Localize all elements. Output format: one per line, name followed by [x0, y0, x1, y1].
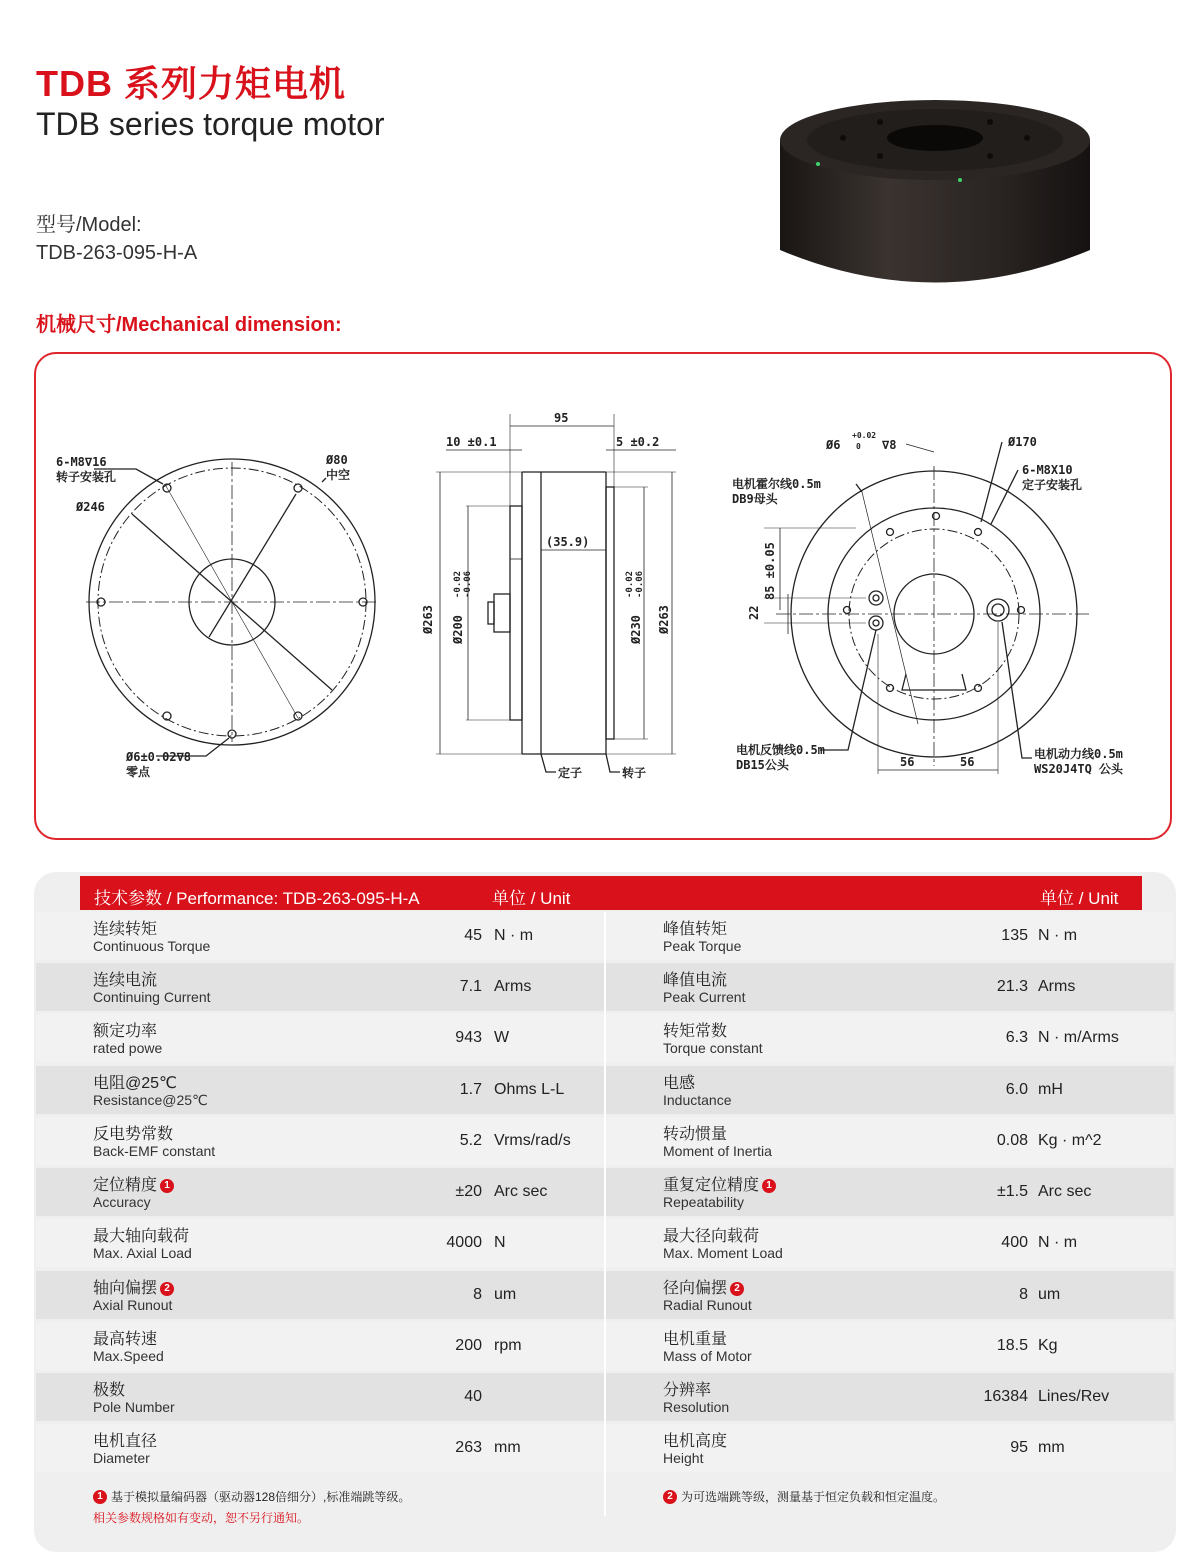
- front-zero-pin-label: Ø6±0.02∇8: [126, 750, 192, 764]
- side-d200-tol-bot: -0.06: [463, 570, 473, 598]
- footnote-badge: 2: [160, 1282, 174, 1296]
- param-name-cn: 反电势常数: [93, 1126, 174, 1143]
- param-value: 6.0: [1005, 1081, 1028, 1098]
- param-value: 16384: [983, 1388, 1028, 1405]
- side-d263-right-label: Ø263: [657, 605, 671, 634]
- front-bore-cn: 中空: [326, 468, 351, 482]
- side-d200-tol-top: -0.02: [453, 570, 463, 598]
- param-value: 4000: [446, 1234, 482, 1251]
- param-value: 943: [455, 1029, 482, 1046]
- rear-dim56-a: 56: [900, 755, 915, 769]
- performance-title: 技术参数 / Performance: TDB-263-095-H-A: [94, 889, 420, 908]
- mechanical-drawing-panel: [34, 352, 1172, 840]
- rear-power-label: 电机动力线0.5m: [1034, 747, 1123, 761]
- param-value: 7.1: [459, 978, 482, 995]
- param-name-cn: 最大径向载荷: [663, 1228, 760, 1245]
- rear-dim56-b: 56: [960, 755, 975, 769]
- param-value: 18.5: [996, 1337, 1028, 1354]
- rear-power-connector: WS20J4TQ 公头: [1034, 762, 1124, 776]
- model-value: TDB-263-095-H-A: [36, 242, 198, 264]
- param-unit: mm: [1038, 1439, 1065, 1456]
- param-name-en: Max.Speed: [93, 1348, 164, 1364]
- param-name-cn: 极数: [93, 1382, 126, 1399]
- param-name-en: Max. Moment Load: [663, 1245, 783, 1261]
- side-stator-label: 定子: [558, 766, 583, 780]
- param-value: ±20: [455, 1183, 482, 1200]
- side-d230-tol-bot: -0.06: [635, 570, 645, 598]
- rear-pin-tol-top: +0.02: [852, 431, 877, 440]
- param-unit: Ohms L-L: [494, 1081, 565, 1098]
- param-unit: Arms: [1038, 978, 1076, 995]
- param-name-en: Torque constant: [663, 1040, 763, 1056]
- mechanical-title: 机械尺寸/Mechanical dimension:: [36, 314, 342, 336]
- unit-header-left: 单位 / Unit: [492, 889, 571, 908]
- rear-pcd170-label: Ø170: [1008, 435, 1037, 449]
- param-name-cn: 连续转矩: [93, 921, 158, 938]
- front-bore-label: Ø80: [326, 453, 348, 467]
- rear-stator-holes-label: 6-M8X10: [1022, 463, 1073, 477]
- rear-pin-depth: ∇8: [882, 438, 897, 452]
- param-value: 400: [1001, 1234, 1028, 1251]
- rear-pin-label: Ø6: [826, 438, 841, 452]
- front-rotor-holes-label: 6-M8∇16: [56, 455, 107, 469]
- param-name-en: Peak Torque: [663, 938, 742, 954]
- front-zero-pin-cn: 零点: [126, 765, 151, 779]
- param-name-en: rated powe: [93, 1040, 163, 1056]
- param-name-en: Height: [663, 1450, 704, 1466]
- param-unit: N · m: [1038, 927, 1078, 944]
- param-name-cn: 电阻@25℃: [93, 1075, 178, 1092]
- footnote-1: 1 基于模拟量编码器（驱动器128倍细分）,标准端跳等级。: [93, 1488, 410, 1505]
- param-name-cn: 分辨率: [663, 1382, 712, 1399]
- param-unit: W: [494, 1029, 510, 1046]
- rear-feedback-connector: DB15公头: [736, 758, 789, 772]
- side-left-step-label: 10 ±0.1: [446, 435, 497, 449]
- param-name-cn: 电机高度: [663, 1433, 728, 1450]
- param-unit: Vrms/rad/s: [494, 1132, 571, 1149]
- param-name-en: Continuing Current: [93, 989, 211, 1005]
- param-value: 8: [1019, 1286, 1028, 1303]
- param-name-cn: 峰值电流: [663, 972, 728, 989]
- footnote-badge: 2: [730, 1282, 744, 1296]
- param-name-en: Inductance: [663, 1092, 732, 1108]
- column-divider: [604, 912, 606, 1516]
- side-d230-tol-top: -0.02: [625, 570, 635, 598]
- page-title-en: TDB series torque motor: [36, 106, 385, 142]
- side-right-step-label: 5 ±0.2: [616, 435, 660, 449]
- param-name-en: Max. Axial Load: [93, 1245, 192, 1261]
- param-value: 263: [455, 1439, 482, 1456]
- param-value: 8: [473, 1286, 482, 1303]
- param-name-cn: 最大轴向载荷: [93, 1228, 190, 1245]
- param-name-en: Axial Runout: [93, 1297, 173, 1313]
- side-width-label: 95: [554, 411, 569, 425]
- param-name-cn: 电机重量: [663, 1331, 728, 1348]
- performance-header: [80, 876, 1142, 910]
- param-name-en: Resolution: [663, 1399, 730, 1415]
- disclaimer: 相关参数规格如有变动，恕不另行通知。: [93, 1511, 310, 1525]
- page-title-cn: TDB 系列力矩电机: [36, 63, 346, 104]
- side-d230-label: Ø230: [629, 615, 643, 644]
- param-unit: mm: [494, 1439, 521, 1456]
- rear-hall-label: 电机霍尔线0.5m: [732, 477, 821, 491]
- param-unit: Lines/Rev: [1038, 1388, 1110, 1405]
- param-name-en: Mass of Motor: [663, 1348, 752, 1364]
- rear-hall-connector: DB9母头: [732, 492, 778, 506]
- param-value: 5.2: [459, 1132, 482, 1149]
- param-name-en: Radial Runout: [663, 1297, 752, 1313]
- param-value: 200: [455, 1337, 482, 1354]
- side-d200-label: Ø200: [451, 615, 465, 644]
- param-unit: Arms: [494, 978, 532, 995]
- footnote-badge: 2: [663, 1490, 677, 1504]
- param-value: 21.3: [996, 978, 1028, 995]
- param-unit: mH: [1038, 1081, 1063, 1098]
- param-unit: N · m/Arms: [1038, 1029, 1119, 1046]
- param-unit: N: [494, 1234, 506, 1251]
- param-name-cn: 轴向偏摆 2: [93, 1275, 174, 1298]
- rear-feedback-label: 电机反馈线0.5m: [736, 743, 825, 757]
- param-unit: um: [494, 1286, 517, 1303]
- side-rotor-label: 转子: [622, 766, 647, 780]
- side-d263-left-label: Ø263: [421, 605, 435, 634]
- model-label: 型号/Model:: [36, 214, 142, 236]
- param-name-en: Accuracy: [93, 1194, 151, 1210]
- param-unit: Kg: [1038, 1337, 1058, 1354]
- param-name-en: Pole Number: [93, 1399, 175, 1415]
- param-value: ±1.5: [996, 1183, 1028, 1200]
- param-name-en: Diameter: [93, 1450, 150, 1466]
- param-name-cn: 径向偏摆 2: [663, 1275, 744, 1298]
- param-name-cn: 额定功率: [93, 1023, 158, 1040]
- param-name-en: Continuous Torque: [93, 938, 211, 954]
- footnote-badge: 1: [93, 1490, 107, 1504]
- footnote-badge: 1: [160, 1179, 174, 1193]
- param-name-cn: 电感: [663, 1075, 696, 1092]
- rear-dim85-label: 85 ±0.05: [763, 542, 777, 600]
- param-unit: Kg · m^2: [1038, 1132, 1102, 1149]
- footnote-2: 2 为可选端跳等级，测量基于恒定负载和恒定温度。: [663, 1488, 945, 1505]
- param-name-cn: 电机直径: [93, 1433, 158, 1450]
- rear-dim22-label: 22: [747, 605, 761, 620]
- side-inner-label: (35.9): [546, 535, 590, 549]
- front-rotor-holes-cn: 转子安装孔: [56, 470, 117, 484]
- param-name-cn: 重复定位精度 1: [663, 1172, 776, 1195]
- param-name-en: Repeatability: [663, 1194, 744, 1210]
- param-value: 40: [464, 1388, 482, 1405]
- param-name-en: Peak Current: [663, 989, 746, 1005]
- param-name-cn: 峰值转矩: [663, 921, 728, 938]
- param-name-en: Moment of Inertia: [663, 1143, 772, 1159]
- param-value: 45: [464, 927, 482, 944]
- param-unit: um: [1038, 1286, 1061, 1303]
- footnote-badge: 1: [762, 1179, 776, 1193]
- param-name-cn: 转矩常数: [663, 1023, 728, 1040]
- param-name-en: Back-EMF constant: [93, 1143, 216, 1159]
- param-value: 6.3: [1005, 1029, 1028, 1046]
- param-value: 135: [1001, 927, 1028, 944]
- param-value: 1.7: [459, 1081, 482, 1098]
- param-name-cn: 最高转速: [93, 1331, 158, 1348]
- param-name-en: Resistance@25℃: [93, 1092, 208, 1108]
- mechanical-drawing: [36, 354, 1174, 842]
- param-value: 0.08: [996, 1132, 1028, 1149]
- param-unit: Arc sec: [494, 1183, 548, 1200]
- rear-stator-holes-cn: 定子安装孔: [1022, 478, 1083, 492]
- param-name-cn: 定位精度 1: [93, 1172, 174, 1195]
- front-pcd-label: Ø246: [76, 500, 105, 514]
- param-unit: rpm: [494, 1337, 522, 1354]
- param-unit: Arc sec: [1038, 1183, 1092, 1200]
- unit-header-right: 单位 / Unit: [1040, 889, 1119, 908]
- rear-pin-tol-bot: 0: [856, 442, 861, 451]
- motor-photo: [770, 100, 1100, 300]
- param-name-cn: 转动惯量: [663, 1126, 728, 1143]
- param-unit: N · m: [494, 927, 534, 944]
- param-unit: N · m: [1038, 1234, 1078, 1251]
- param-name-cn: 连续电流: [93, 972, 158, 989]
- param-value: 95: [1010, 1439, 1028, 1456]
